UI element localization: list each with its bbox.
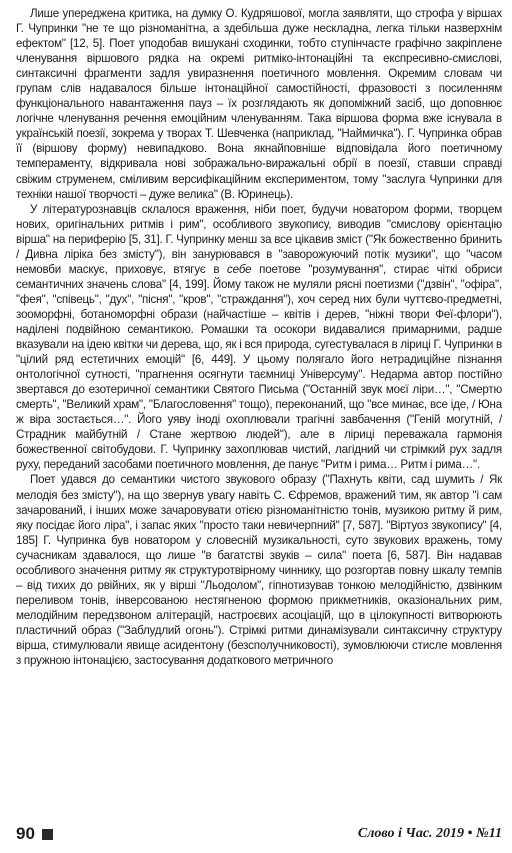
paragraph-3: [16, 472, 502, 668]
paragraph-1: [16, 6, 502, 202]
paragraph-2: [16, 202, 502, 473]
paragraph-text-span: У літературознавців склалося враження, ніби поет, будучи новатором форми, творцем нових, оригінальних ритмів і рим", особливого звукопису, виводив "смислову орієнтацію вірша" на периферію [5, 31]. Г. Чупринку менш за все цікавив зміст ("Як божественно бринить / Дивна ліріка без змісту"), він занурювався в "заворожуючий потік музики", що "часом немовби маскує, приховує, втягує в: [16, 202, 502, 276]
paragraph-text-span: Лише упереджена критика, на думку О. Кудряшової, могла заявляти, що строфа у віршах Г. Чупринки "не те що різноманітна, а здебільша дуже нескладна, легка тільки назверхнім ефектом" [12, 5]. Поет уподобав вишукані сходинки, тобто ступінчасте графічно закріплене членування віршового рядка на окремі ритміко-інтонаційні та експресивно-смислові, синтаксичні фрагменти задля увиразнення поетичного мовлення. Окремим словам чи групам слів надавалося більше інтонаційної самостійності, фразовості з посиленням функціонального навантаження пауз – їх розглядають як допоміжний засіб, що доповнює логічне членування речення емоційним членуванням. Така віршова форма вже існувала в українській поезії, зокрема у творах Т. Шевченка (наприклад, "Наймичка"). Г. Чупринка обрав її (віршову форму) невипадково. Вона якнайповніше відповідала його поетичному темпераменту, відкривала нові зображально-виражальні обрії в поезії, ставши справді свіжим струменем, сміливим версифікаційним експериментом, тому "заслуга Чупринки для техніки нашої творчості – дуже велика" (В. Юринець).: [16, 7, 502, 201]
journal-running-title: Слово і Час. 2019 • №11: [357, 826, 502, 841]
page-number: 90: [16, 824, 35, 843]
page-footer: [16, 823, 502, 845]
paragraph-text-span: поетове "розумування", стирає чіткі обриси семантичних значень слова" [4, 199]. Йому також не муляли рясні поетизми ("дзвін", "офіра", "фея", "співець", "дух", "пісня", "кров", "страждання"), хоч серед них були чуттєво-предметні, зооморфні, ботаноморфні образи (найчастіше – квітів і дерев, "ніжні твори Феї-флори"), наділені подвійною семантикою. Ромашки та осокори видавалися примарними, радше вказували на ідею квітки чи дерева, що, як і вся природа, сугестувалася в ліриці Г. Чупринки в "цілий ряд естетичних емоцій" [6, 449]. У цьому полягало його нетрадиційне пізнання онтологічної сутності, "прагнення осягнути таємниці Універсуму". Недарма автор постійно звертався до езотеричної семантики Святого Письма ("Останній звук моєї ліри…", "Смертю смерть", "Великий храм", "Благословення" тощо), переконаний, що "все минає, все іде, / Юна ж віра зостається…". Його уяву іноді охоплювали трагічні завбачення ("Геній могутній, / Страдник майбутній / Стане жертвою людей"), але в ліриці переважала гармонія божественної світобудови. Г. Чупринку захоплював чистий, лагідний чи стрімкий рух задля руху, переданий засобами поетичного мовлення, де панує "Ритм і рима… Ритм і рима…".: [16, 262, 503, 472]
square-marker-icon: [42, 829, 53, 840]
paragraph-text-span: себе: [227, 262, 252, 276]
paragraph-text-span: Поет удався до семантики чистого звукового образу ("Пахнуть квіти, сад шумить / Як мелодія без змісту"), на що звернув увагу навіть С. Єфремов, вражений тим, як автор "і сам зачарований, і інших може зачаровувати отією різноманітністю тонів, музикою ритму й рим, яку посідає його ліра", і запас яких "просто таки невичерпний" [7, 587]. "Віртуоз звукопису" [4, 185] Г. Чупринка був новатором у словесній музикальності, суто звукових вражень, тому сучасникам здавалося, що лише "в багатстві звуків – сила" поета [6, 587]. Він надавав особливого значення ритму як структуротвірному чиннику, що розгортав повну шкалу темпів – від тихих до рвійних, як у вірші "Льодолом", гіпнотизував тонкою мелодійністю, дзвінким переливом тонів, інверсованою нестягненою формою прикметників, оказіональних рим, мелодійним передзвоном алітерацій, настроєвих асоціацій, що в цілокупності витворюють пластичний образ ("Заблудлий огонь"). Стрімкі ритми динамізували синтаксичну структуру вірша, стимулювали явище асидентону (безсполучниковості), зумовлюючи стисле мовлення з пружною інтонацією, застосування додаткового метричного: [16, 473, 502, 668]
folio: [16, 824, 53, 844]
page-body: [16, 6, 502, 668]
